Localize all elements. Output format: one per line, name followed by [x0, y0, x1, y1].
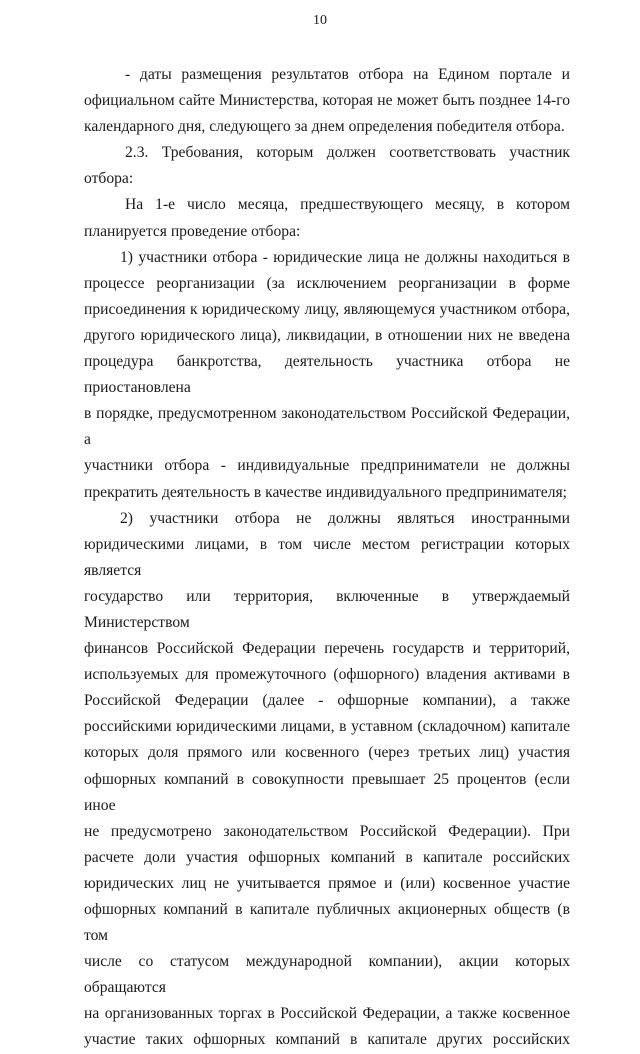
list-item-1: 1) участники отбора - юридические лица не должны находиться в	[120, 248, 570, 266]
text-line: участие таких офшорных компаний в капитале других российских	[84, 1031, 570, 1049]
text-line: на организованных торгах в Российской Федерации, а также косвенное	[84, 1005, 570, 1023]
text-line: государство или территория, включенные в утверждаемый Министерством	[84, 587, 570, 631]
text-line: планируется проведение отбора:	[84, 222, 301, 240]
text-line: в порядке, предусмотренном законодательством Российской Федерации, а	[84, 405, 570, 449]
text-line: участники отбора - индивидуальные предприниматели не должны	[84, 457, 570, 475]
text-line: юридических лиц не учитывается прямое и (или) косвенное участие	[84, 874, 570, 892]
text-line: На 1-е число месяца, предшествующего месяцу, в котором	[125, 196, 570, 214]
text-line: процессе реорганизации (за исключением реорганизации в форме	[84, 274, 570, 292]
text-line: офшорных компаний в капитале публичных акционерных обществ (в том	[84, 901, 570, 945]
text-line: расчете доли участия офшорных компаний в капитале российских	[84, 848, 570, 866]
text-line: присоединения к юридическому лицу, являющемуся участником отбора,	[84, 300, 570, 318]
text-line: - даты размещения результатов отбора на Едином портале и	[125, 66, 570, 83]
text-line: процедура банкротства, деятельность участника отбора не приостановлена	[84, 353, 570, 397]
text-line: офшорных компаний в совокупности превышает 25 процентов (если иное	[84, 770, 570, 814]
text-line: числе со статусом международной компании), акции которых обращаются	[84, 953, 570, 997]
section-heading: 2.3. Требования, которым должен соответствовать участник отбора:	[84, 144, 570, 188]
text-line: официальном сайте Министерства, которая не может быть позднее 14-го	[84, 92, 570, 110]
text-line: финансов Российской Федерации перечень государств и территорий,	[84, 640, 570, 658]
text-line: другого юридического лица), ликвидации, в отношении них не введена	[84, 326, 570, 344]
text-line: календарного дня, следующего за днем определения победителя отбора.	[84, 118, 565, 136]
text-line: не предусмотрено законодательством Российской Федерации). При	[84, 822, 570, 840]
text-line: Российской Федерации (далее - офшорные компании), а также	[84, 692, 570, 710]
page-number: 10	[313, 13, 327, 28]
text-line: российскими юридическими лицами, в уставном (складочном) капитале	[84, 718, 570, 736]
list-item-2: 2) участники отбора не должны являться иностранными	[120, 509, 570, 527]
text-line: используемых для промежуточного (офшорного) владения активами в	[84, 666, 570, 684]
text-line: юридическими лицами, в том числе местом регистрации которых является	[84, 535, 570, 579]
text-line: которых доля прямого или косвенного (через третьих лиц) участия	[84, 744, 570, 762]
text-line: прекратить деятельность в качестве индивидуального предпринимателя;	[84, 483, 568, 501]
